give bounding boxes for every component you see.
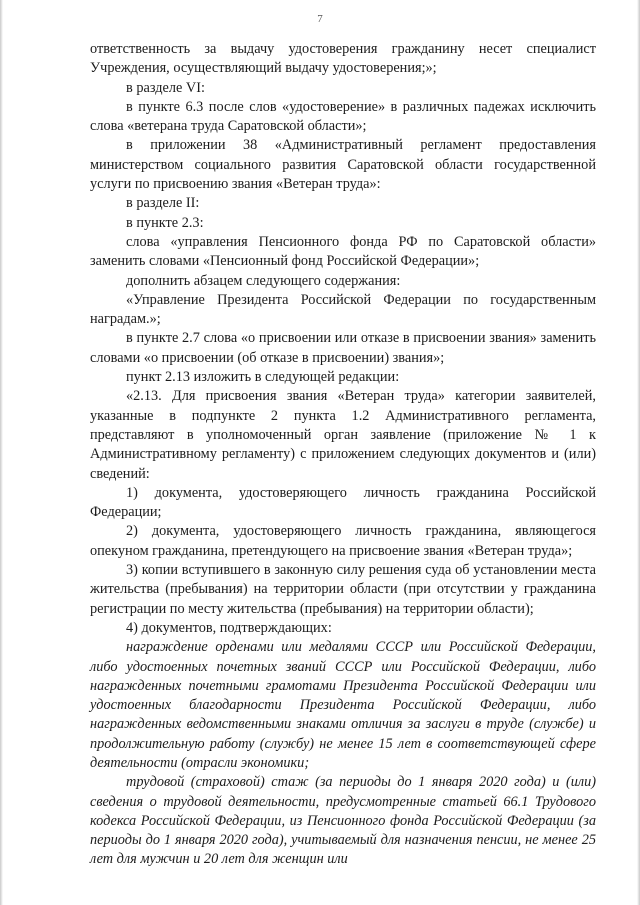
paragraph: 2) документа, удостоверяющего личность гражданина, являющегося опекуном гражданина, претендующего на присвоение звания «Ветеран труда»; <box>90 523 596 559</box>
page-number: 7 <box>317 13 323 25</box>
paragraph: в разделе II: <box>126 195 200 212</box>
paragraph: в пункте 6.3 после слов «удостоверение» в различных падежах исключить слова «ветерана труда Саратовской области»; <box>90 98 596 135</box>
paragraph: 4) документов, подтверждающих: <box>126 619 332 636</box>
paragraph: «Управление Президента Российской Федерации по государственным наградам.»; <box>90 291 596 328</box>
document-body <box>90 40 596 870</box>
paragraph: слова «управления Пенсионного фонда РФ по Саратовской области» заменить словами «Пенсионный фонд Российской Федерации»; <box>90 233 596 270</box>
paragraph: дополнить абзацем следующего содержания: <box>126 272 401 289</box>
paragraph: 1) документа, удостоверяющего личность гражданина Российской Федерации; <box>90 484 596 521</box>
paragraph: ответственность за выдачу удостоверения гражданину несет специалист Учреждения, осуществляющий выдачу удостоверения;»; <box>90 41 596 77</box>
paragraph: в разделе VI: <box>126 79 205 96</box>
paragraph: трудовой (страховой) стаж (за периоды до 1 января 2020 года) и (или) сведения о трудовой деятельности, предусмотренные статьей 66.1 Трудового кодекса Российской Федерации, из Пенсионного фонда Российской Федерации (за периоды до 1 января 2020 года), учитываемый для назначения пенсии, не менее 25 лет для мужчин и 20 лет для женщин или <box>90 774 596 868</box>
paragraph: «2.13. Для присвоения звания «Ветеран труда» категории заявителей, указанные в подпункте 2 пункта 1.2 Административного регламента, представляют в уполномоченный орган заявление (приложение № 1 к Административному регламенту) с приложением следующих документов и (или) сведений: <box>90 388 596 482</box>
paragraph: в пункте 2.3: <box>126 214 204 231</box>
paragraph: пункт 2.13 изложить в следующей редакции: <box>126 369 400 386</box>
paragraph: награждение орденами или медалями СССР или Российской Федерации, либо удостоенных почетных званий СССР или Российской Федерации, либо награжденных почетными грамотами Президента Российской Федерации или удостоенных благодарности Президента Российской Федерации, либо награжденных ведомственными знаками отличия за заслуги в труде (службе) и продолжительную работу (службу) не менее 15 лет в соответствующей сфере деятельности (отрасли экономики; <box>90 639 596 771</box>
paragraph: 3) копии вступившего в законную силу решения суда об установлении места жительства (пребывания) на территории области (при отсутствии у гражданина регистрации по месту жительства (пребывания) на территории области); <box>90 562 596 617</box>
page-edge-left <box>0 0 3 905</box>
paragraph: в пункте 2.7 слова «о присвоении или отказе в присвоении звания» заменить словами «о присвоении (об отказе в присвоении) звания»; <box>90 330 596 366</box>
paragraph: в приложении 38 «Административный регламент предоставления министерством социального развития Саратовской области государственной услуги по присвоению звания «Ветеран труда»: <box>90 137 596 193</box>
